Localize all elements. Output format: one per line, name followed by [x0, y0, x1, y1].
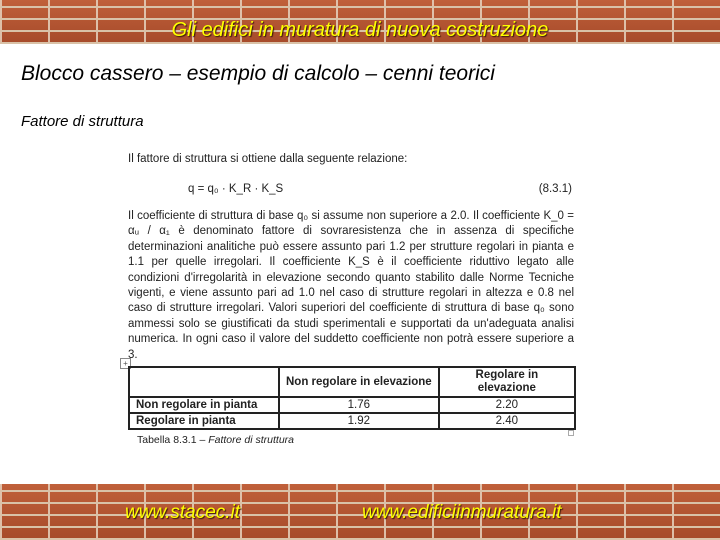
table-row: [129, 413, 575, 429]
table-row-label: Regolare in pianta: [129, 413, 279, 429]
structure-factor-table: [128, 366, 576, 430]
body-paragraph: Il coefficiente di struttura di base q₀ si assume non superiore a 2.0. Il coefficiente K_0 = αᵤ / α₁ è denominato fattore di sovraresistenza che in assenza di specifiche determinazioni analitiche può essere assunto pari 1.2 per strutture regolari in pianta e 1.1 per quelle irregolari. Il coefficiente K_S è il coefficiente riduttivo legato alle condizioni d'irregolarità in elevazione secondo quanto stabilito dalle Norme Tecniche vigenti, e viene assunto pari ad 1.0 nel caso di strutture regolari in altezza e 0.8 nel caso di strutture irregolari. Valori superiori del coefficiente di struttura di base q₀ sono ammessi solo se giustificati da studi sperimentali e supportati da un'adeguata analisi numerica. In ogni caso il valore del suddetto coefficiente non potrà essere superiore a 3.: [128, 210, 574, 361]
resize-handle-icon[interactable]: [568, 430, 574, 436]
formula: q = q₀ · K_R · K_S: [188, 183, 284, 195]
table-row: [129, 397, 575, 413]
table-cell: 2.20: [439, 397, 575, 413]
caption-prefix: Tabella 8.3.1 –: [137, 434, 209, 446]
equation-number: (8.3.1): [538, 183, 572, 195]
table-cell: 2.40: [439, 413, 575, 429]
table-header-row: [129, 367, 575, 397]
brick-footer-band: [0, 484, 720, 540]
table-caption: [137, 434, 294, 446]
caption-text: Fattore di struttura: [208, 434, 295, 446]
footer-link-edificiinmuratura[interactable]: www.edificiinmuratura.it: [362, 502, 562, 523]
table-cell: 1.92: [279, 413, 439, 429]
table-corner-cell: [129, 367, 279, 397]
table-row-label: Non regolare in pianta: [129, 397, 279, 413]
intro-text: Il fattore di struttura si ottiene dalla seguente relazione:: [128, 153, 408, 165]
table-cell: 1.76: [279, 397, 439, 413]
table-header-cell: Regolare in elevazione: [439, 367, 575, 397]
move-handle-icon[interactable]: +: [120, 358, 131, 369]
section-label: Fattore di struttura: [21, 113, 144, 130]
slide-title: Blocco cassero – esempio di calcolo – cenni teorici: [21, 62, 495, 85]
header-title: Gli edifici in muratura di nuova costruzione: [171, 19, 549, 41]
document-excerpt: [120, 148, 576, 448]
footer-link-stacec[interactable]: www.stacec.it: [125, 502, 241, 523]
table-header-cell: Non regolare in elevazione: [279, 367, 439, 397]
